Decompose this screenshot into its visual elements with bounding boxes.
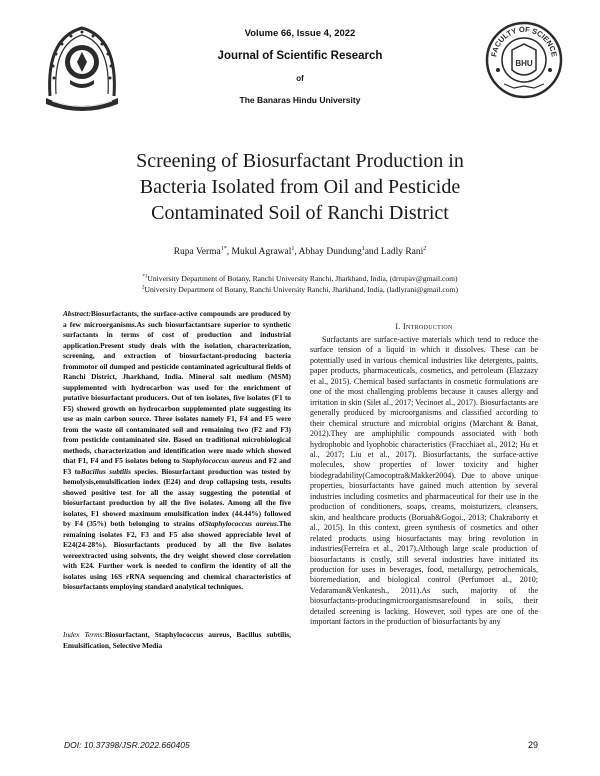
author-name: Rupa Verma [173,247,221,258]
affiliation-text: University Department of Botany, Ranchi University Ranchi, Jharkhand, India, (drrupav@gmail.com) [147,274,458,283]
author-name: Ladly Rani [380,247,424,258]
paper-title [60,148,540,226]
species-name: Bacillus subtilis [80,466,131,476]
abstract [63,309,291,593]
affiliation-text: University Department of Botany, Ranchi University Ranchi, Jharkhand, India, (ladlyrani@gmail.com) [144,285,459,294]
author-name: Abhay Dundung [298,247,362,258]
page-number: 29 [527,740,538,750]
svg-text:FACULTY OF SCIENCE: FACULTY OF SCIENCE [489,24,559,58]
title-line: Bacteria Isolated from Oil and Pesticide [139,176,461,198]
doi-link[interactable]: DOI: 10.37398/JSR.2022.660405 [64,740,190,750]
faculty-of-science-logo [484,20,564,100]
affiliation-sup: *1 [142,274,148,280]
affiliation [60,274,540,283]
species-name: Staphylococcus aureus [181,456,253,465]
abstract-text: .The remaining isolates F2, F3 and F5 also showed appreciable level of E24(24-28%). Biosurfactants produced by all the five isolates wereextracted using solvents, the dry weight showed close correlation with E24. Further work is needed to confirm the identity of all the isolates using 16S rRNA sequencing and chemical characteristics of biosurfactants employing standard analytical techniques. [63,519,292,591]
section-heading [310,321,538,331]
volume-issue: Volume 66, Issue 4, 2022 [244,28,356,39]
author-name: Mukul Agrawal [231,247,292,258]
abstract-text: and F2 and F3 to [63,456,291,476]
index-terms-text: , Emulsification, Selective Media [63,630,291,650]
bhu-crest-logo [40,18,124,116]
affiliation-sup: 2 [141,285,145,291]
abstract-label: Abstract: [63,309,91,318]
title-line: Screening of Biosurfactant Production in [136,150,464,172]
journal-of: of [296,74,304,83]
author-list: Rupa Verma$^{1*}$, Mukul Agrawal$^1$, Abhay Dundung$^1$and Ladly Rani$^2$ [173,246,427,258]
affiliation [60,285,540,294]
index-terms [63,630,291,651]
journal-name: Journal of Scientific Research [217,50,383,62]
author-sup: 2 [423,246,427,252]
introduction-text: Surfactants are surface-active materials which tend to reduce the surface tension of a liquid in which it dissolves. These can be potentially used in various chemical industries like detergents, paints, paper products, pharmaceuticals, cosmetics, and petroleum (Elazzazy et al., 2015). Chemical based surfactants in cosmetic formulations are one of the most challenging problems because it causes allergy and irritation in skin (Silet al., 2017; Vecinoet al., 2017). Biosurfactants are generally produced by microorganisms and classified according to their chemical structure and microbial origins (Marchant & Banat, 2012).They are amphiphilic compounds associated with both hydrophobic and lyophobic characteristics (Fracchiaet al., 2012; Hu et al., 2017; Liu et al., 2017). Biosurfactants, the surface-active molecules, show properties of lower toxicity and higher biodegradability(Camocoptra&Makker2004). Due to above unique properties, biosurfactants have gained much attention by several industries including cosmetics and pharmaceutical for their use in the production of conditioners, soaps, creams, moisturizers, cleansers, skin, and healthcare products (Boruah&Gogoi., 2013; Chakraborty et al., 2015). In this context, green synthesis of cosmetics and other related products using biosurfactants may bring revolution in industries(Ferreira et al., 2017).Although large scale production of biosurfactants is costly, still several industries have initiated its production for uses in beverages, food, metallurgy, petrochemicals, bioremediation, and biological control (Perfumoet al., 2010; Vedaraman&Venkatesh., 2011).As such, majority of the biosurfactants-producingmicroorganismsarefound in soils, their detailed screening is lacking. However, soil types are one of the important factors in the production of biosurfactants by any [310,335,538,627]
section-title: Introduction [402,321,453,331]
university-name: The Banaras Hindu University [239,95,361,105]
author-sup: 1 [361,246,365,252]
author-sup: 1 [291,246,295,252]
svg-text:BHU: BHU [515,59,533,68]
section-number: I. [395,322,401,331]
abstract-text: species. Biosurfactant production was tested by hemolysis,emulsification index (E24) and drop collapsing tests, results showed positive test for all the assay suggesting the potential of biosurfactant production by all the five isolates. Among all the five isolates, F1 showed maximum emulsification index (44.44%) followed by F4 (35%) both belonging to strains of [63,466,291,528]
author-sup: 1* [220,246,227,252]
index-terms-label: Index Terms: [63,630,105,639]
index-terms-text: Biosurfactant, Staphylococcus aureus, Bacillus subtilis [104,630,290,639]
species-name: Staphylococcus aureus [204,519,277,528]
abstract-text: Biosurfactants, the surface-active compounds are produced by a few microorganisms.As such biosurfactantsare superior to synthetic surfactants in terms of cost of production and industrial application.Present study deals with the isolation, characterization, screening, and extraction of biosurfactant-producing bacteria frommotor oil dumped and pesticide contaminated agricultural fields of Ranchi District, Jharkhand, India. Mineral salt medium (MSM) supplemented with hydrocarbon was used for the enrichment of putative biosurfactant producers. Out of ten isolates, five isolates (F1 to F5) showed growth on hydrocarbon supplemented plate suggesting its use as main carbon source. Three isolates namely F1, F4 and F5 were from the waste oil contaminated soil and remaining two (F2 and F3) from pesticide contaminated site. Based on traditional microbiological methods, characterization and identification were made which showed that F1, F4 and F5 isolates belong to [63,309,291,465]
title-line: Contaminated Soil of Ranchi District [151,202,449,224]
